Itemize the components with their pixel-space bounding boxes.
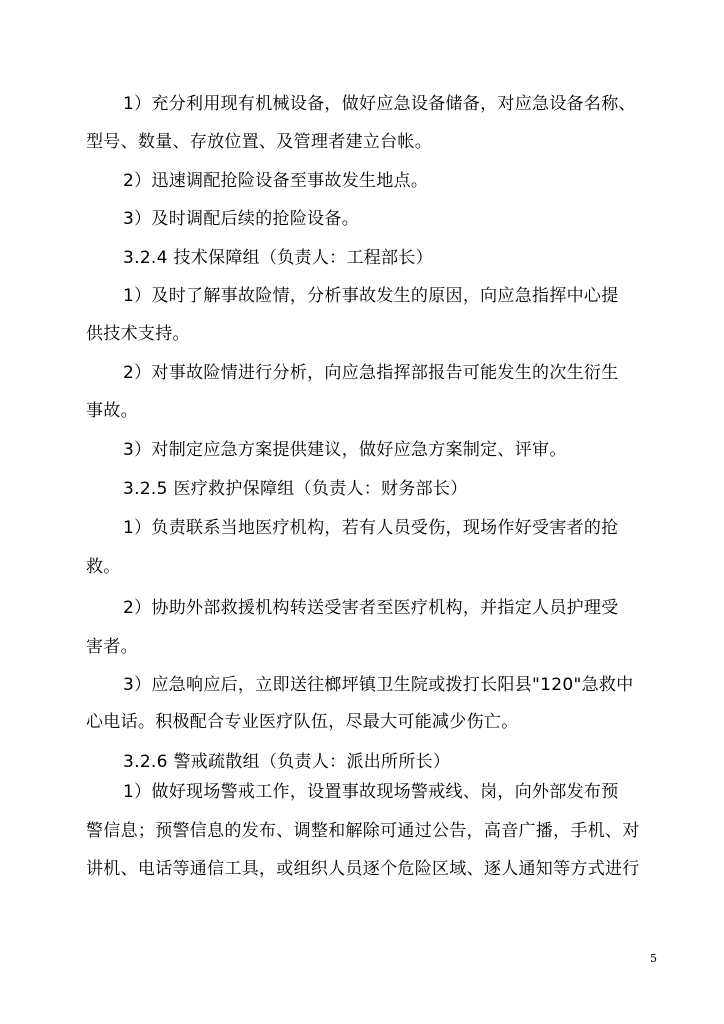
text-line: 事故。: [86, 401, 138, 421]
section-heading: 3.2.6 警戒疏散组（负责人：派出所所长）: [123, 752, 451, 772]
text-line: 3）及时调配后续的抢险设备。: [123, 209, 360, 229]
text-line: 1）做好现场警戒工作，设置事故现场警戒线、岗，向外部发布预: [123, 782, 619, 802]
text-line: 型号、数量、存放位置、及管理者建立台帐。: [86, 132, 432, 152]
section-heading: 3.2.4 技术保障组（负责人：工程部长）: [123, 248, 433, 268]
text-line: 1）及时了解事故险情，分析事故发生的原因，向应急指挥中心提: [123, 286, 619, 306]
text-line: 心电话。积极配合专业医疗队伍，尽最大可能减少伤亡。: [86, 712, 519, 732]
text-line: 讲机、电话等通信工具，或组织人员逐个危险区域、逐人通知等方式进行: [86, 859, 640, 879]
text-line: 3）对制定应急方案提供建议，做好应急方案制定、评审。: [123, 440, 567, 460]
text-line: 2）对事故险情进行分析，向应急指挥部报告可能发生的次生衍生: [123, 363, 619, 383]
text-line: 2）迅速调配抢险设备至事故发生地点。: [123, 171, 429, 191]
section-heading: 3.2.5 医疗救护保障组（负责人：财务部长）: [123, 479, 468, 499]
text-line: 害者。: [86, 637, 138, 657]
text-line: 3）应急响应后，立即送往榔坪镇卫生院或拨打长阳县"120"急救中: [123, 675, 634, 695]
text-line: 供技术支持。: [86, 324, 190, 344]
text-line: 救。: [86, 557, 121, 577]
text-line: 警信息；预警信息的发布、调整和解除可通过公告，高音广播，手机、对: [86, 821, 640, 841]
page-number: 5: [650, 952, 657, 965]
text-line: 1）负责联系当地医疗机构，若有人员受伤，现场作好受害者的抢: [123, 518, 619, 538]
text-line: 2）协助外部救援机构转送受害者至医疗机构，并指定人员护理受: [123, 598, 619, 618]
text-line: 1）充分利用现有机械设备，做好应急设备储备，对应急设备名称、: [123, 94, 636, 114]
